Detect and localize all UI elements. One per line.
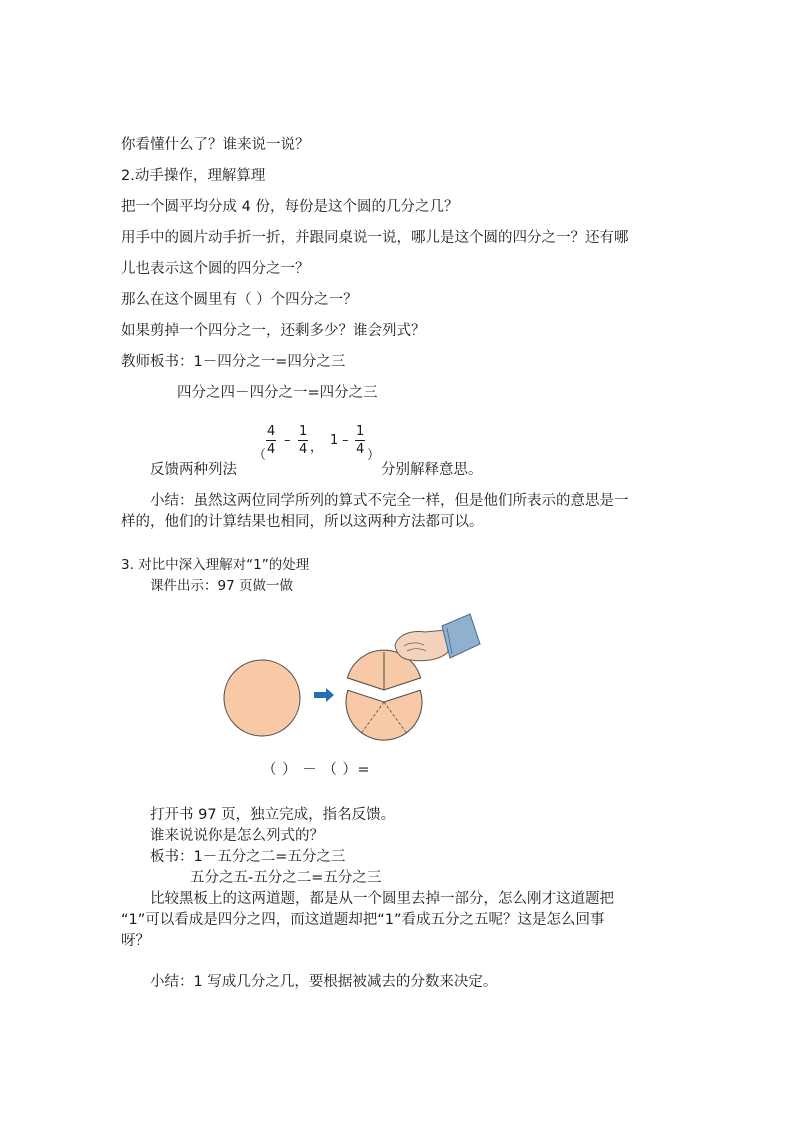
summary-line: 小结：1 写成几分之几，要根据被减去的分数来决定。 — [150, 974, 498, 990]
close-paren: ） — [367, 448, 381, 463]
text-line: 你看懂什么了？谁来说一说？ — [121, 137, 310, 153]
fraction: 1 4 — [299, 424, 308, 457]
section-heading: 3. 对比中深入理解对“1”的处理 — [121, 557, 310, 573]
fraction: 1 4 — [356, 424, 365, 457]
courseware-line: 课件出示：97 页做一做 — [150, 578, 293, 594]
text-line: 儿也表示这个圆的四分之一？ — [121, 261, 310, 277]
feedback-label: 反馈两种列法 — [150, 462, 237, 478]
number-one: 1 — [330, 433, 339, 448]
text-line: 把一个圆平均分成 4 份，每份是这个圆的几分之几？ — [121, 199, 459, 215]
subheading-hands-on: 2.动手操作，理解算理 — [121, 168, 266, 184]
board-writing: 四分之四－四分之一=四分之三 — [177, 385, 378, 401]
arrow-right-icon — [314, 688, 334, 702]
board-writing: 教师板书：1－四分之一=四分之三 — [121, 354, 346, 370]
feedback-suffix: 分别解释意思。 — [381, 462, 483, 478]
whole-circle — [224, 660, 300, 736]
text-line: 那么在这个圆里有（ ）个四分之一？ — [121, 292, 358, 308]
board-writing: 板书：1－五分之二=五分之三 — [150, 849, 346, 865]
remaining-pieces — [346, 690, 422, 740]
fraction: 4 4 — [267, 424, 276, 457]
text-line: 谁来说说你是怎么列式的？ — [150, 828, 324, 844]
text-line: 比较黑板上的这两道题，都是从一个圆里去掉一部分，怎么刚才这道题把 — [150, 891, 614, 907]
hand-icon — [395, 614, 480, 661]
summary-line: 样的，他们的计算结果也相同，所以这两种方法都可以。 — [121, 514, 484, 530]
minus-sign: – — [342, 433, 349, 448]
text-line: 呀？ — [121, 933, 150, 949]
minus-sign: – — [284, 433, 291, 448]
text-line: “1”可以看成是四分之四，而这道题却把“1”看成五分之五呢？这是怎么回事 — [121, 912, 605, 928]
board-writing: 五分之五-五分之二=五分之三 — [190, 870, 382, 886]
open-paren: （ — [253, 448, 267, 463]
summary-line: 小结：虽然这两位同学所列的算式不完全一样，但是他们所表示的意思是一 — [150, 493, 629, 509]
text-line: 如果剪掉一个四分之一，还剩多少？谁会列式？ — [121, 323, 426, 339]
blank-equation: （ ） － （ ）= — [262, 762, 371, 778]
text-line: 打开书 97 页，独立完成，指名反馈。 — [150, 807, 396, 823]
comma: ， — [310, 440, 324, 455]
text-line: 用手中的圆片动手折一折，并跟同桌说一说，哪儿是这个圆的四分之一？还有哪 — [121, 230, 629, 246]
